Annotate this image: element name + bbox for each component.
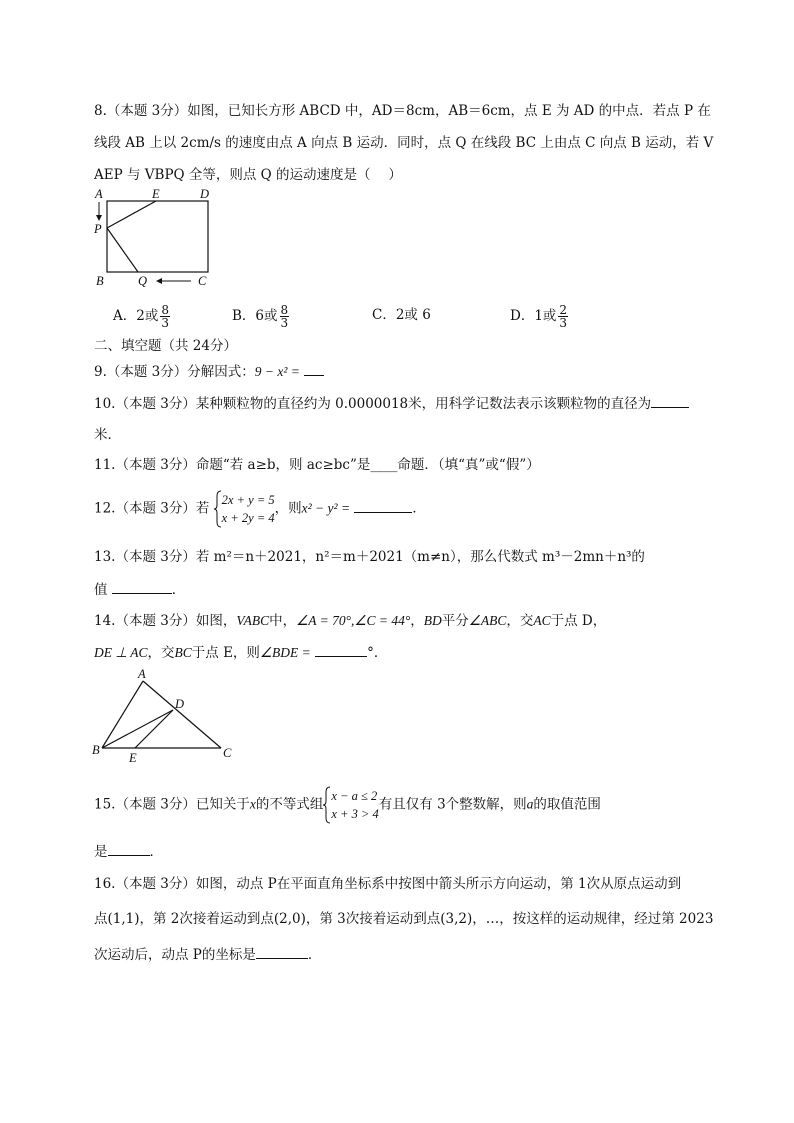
q8-line3: AEP 与 VBPQ 全等，则点 Q 的运动速度是（ ） bbox=[94, 167, 402, 183]
label-D: D bbox=[175, 697, 185, 711]
q10-line1: 10.（本题 3分）某种颗粒物的直径约为 0.0000018米，用科学记数法表示该颗粒物的直径为 bbox=[94, 394, 689, 413]
triangle-figure bbox=[88, 666, 248, 766]
brace-icon bbox=[214, 490, 222, 528]
label-A: A bbox=[95, 187, 103, 201]
label-C: C bbox=[223, 746, 232, 760]
q15-line1: 15.（本题 3分）已知关于x的不等式组 x − a ≤ 2 x + 3 > 4 有且仅有 3个整数解，则a的取值范围 bbox=[94, 786, 601, 824]
q11: 11.（本题 3分）命题“若 a≥b，则 ac≥bc”是____命题．（填“真”或“假”） bbox=[94, 457, 540, 473]
q16-line1: 16.（本题 3分）如图，动点 P在平面直角坐标系中按图中箭头所示方向运动，第 1次从原点运动到 bbox=[94, 876, 682, 892]
q8-option-d[interactable]: D．1或 $\frac{2}{3}$ bbox=[510, 303, 568, 330]
section-heading: 二、填空题（共 24分） bbox=[94, 338, 237, 354]
label-Q: Q bbox=[138, 274, 148, 288]
q10-line2: 米． bbox=[94, 427, 121, 443]
q14-answer-blank[interactable] bbox=[315, 643, 367, 657]
q15-line2: 是 ． bbox=[94, 844, 163, 860]
label-E: E bbox=[129, 751, 137, 765]
q8-option-a[interactable]: A．2或 $\frac{8}{3}$ bbox=[113, 303, 169, 330]
q13-answer-blank[interactable] bbox=[112, 580, 172, 594]
label-D: D bbox=[200, 187, 210, 201]
q14-line2: DE ⊥ AC，交BC于点 E，则∠BDE = °． bbox=[94, 645, 388, 661]
q13-line1: 13.（本题 3分）若 m²＝n＋2021，n²＝m＋2021（m≠n），那么代数式 m³－2mn＋n³的 bbox=[94, 549, 645, 565]
rectangle-figure bbox=[90, 186, 220, 292]
label-E: E bbox=[152, 187, 160, 201]
q14-line1: 14.（本题 3分）如图，VABC中，∠A = 70°,∠C = 44°，BD平分∠ABC，交AC于点 D， bbox=[94, 613, 607, 629]
label-B: B bbox=[92, 743, 100, 757]
q8-option-b[interactable]: B．6或 $\frac{8}{3}$ bbox=[232, 303, 289, 330]
q16-line3: 次运动后，动点 P的坐标是 ． bbox=[94, 947, 322, 963]
q8-line1: 8.（本题 3分）如图，已知长方形 ABCD 中，AD＝8cm，AB＝6cm，点 E 为 AD 的中点．若点 P 在 bbox=[94, 103, 711, 119]
q8-line2: 线段 AB 上以 2cm/s 的速度由点 A 向点 B 运动．同时，点 Q 在线段 BC 上由点 C 向点 B 运动，若 V bbox=[94, 135, 714, 151]
label-C: C bbox=[198, 274, 207, 288]
q16-line2: 点(1,1)，第 2次接着运动到点(2,0)，第 3次接着运动到点(3,2)，…，按这样的运动规律，经过第 2023 bbox=[94, 911, 714, 927]
q13-line2: 值 ． bbox=[94, 582, 186, 598]
q9: 9.（本题 3分）分解因式：9 − x² = bbox=[94, 362, 324, 381]
label-B: B bbox=[96, 274, 104, 288]
q9-answer-blank[interactable] bbox=[304, 362, 324, 376]
q12: 12.（本题 3分）若 2x + y = 5 x + 2y = 4 ，则x² − y² = ． bbox=[94, 490, 426, 528]
brace-icon bbox=[323, 786, 331, 824]
q16-answer-blank[interactable] bbox=[256, 945, 308, 959]
q15-answer-blank[interactable] bbox=[108, 842, 150, 856]
label-A: A bbox=[138, 667, 146, 681]
q10-answer-blank[interactable] bbox=[651, 394, 689, 408]
q8-option-c[interactable]: C．2或 6 bbox=[372, 307, 431, 323]
q12-answer-blank[interactable] bbox=[354, 499, 412, 513]
label-P: P bbox=[94, 222, 102, 236]
